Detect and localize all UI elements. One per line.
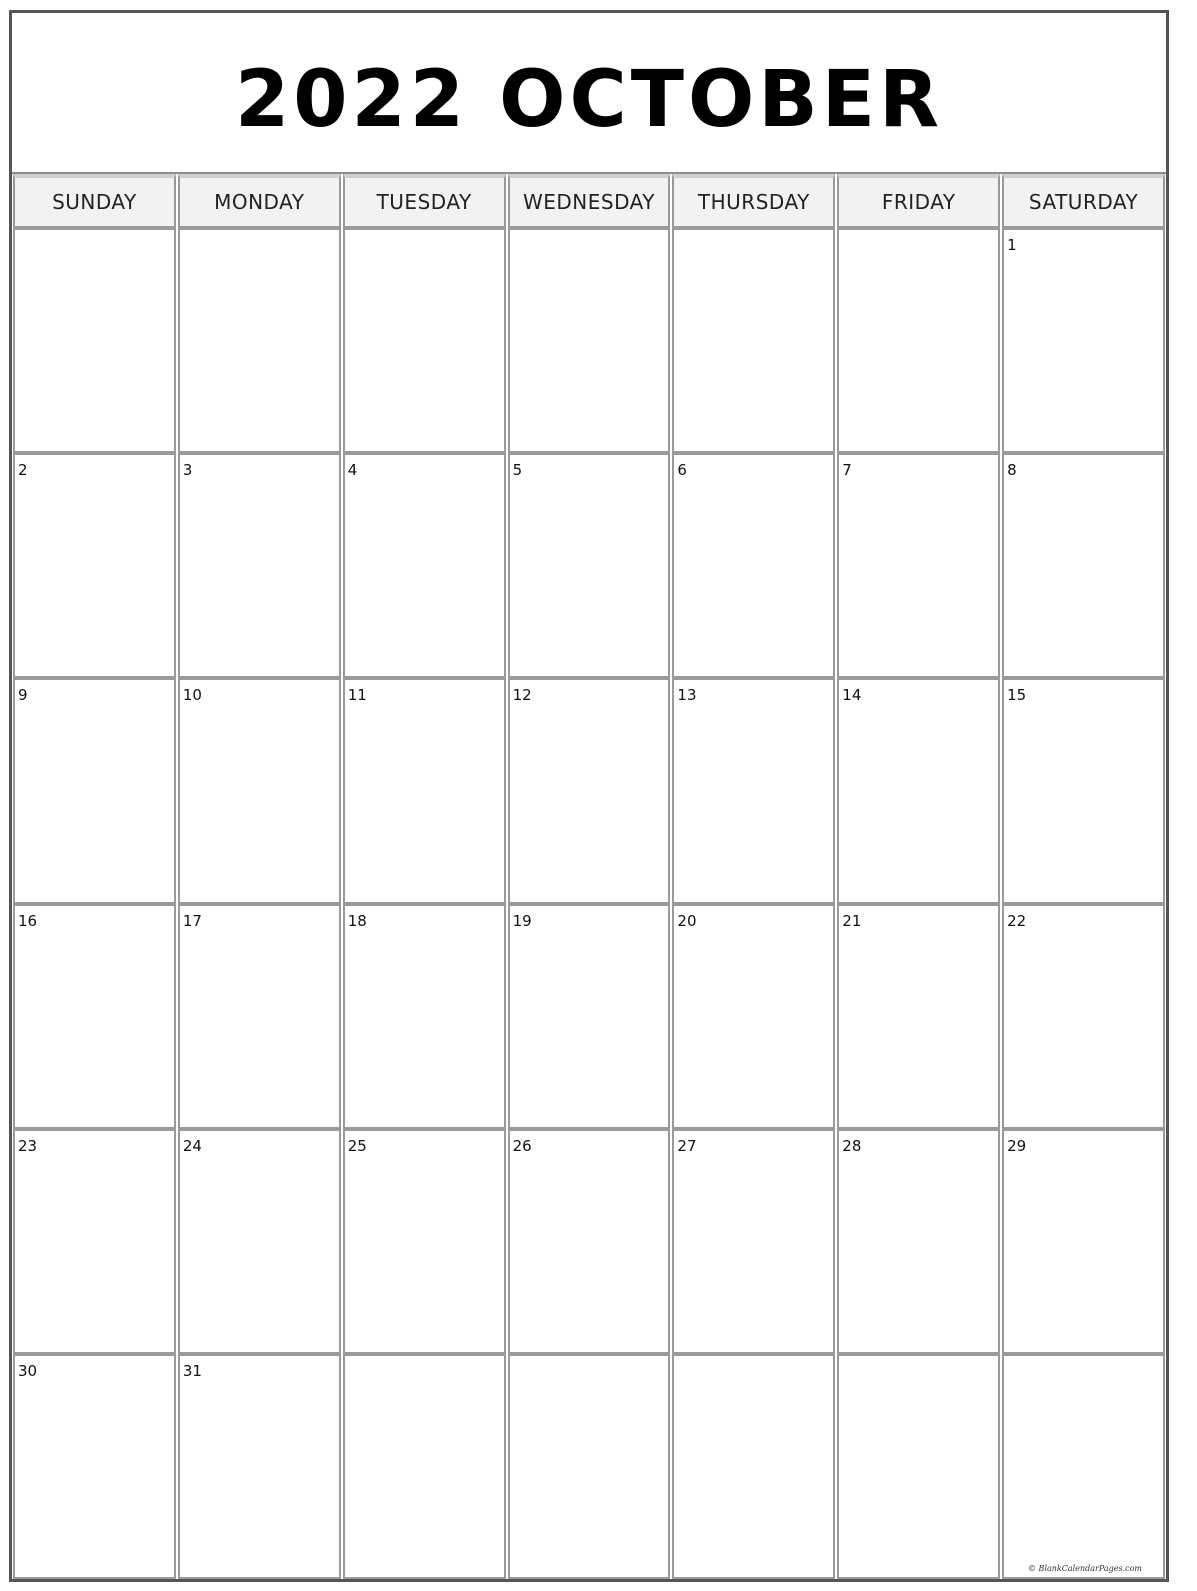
day-number: 12: [512, 686, 532, 705]
day-number: 13: [677, 686, 697, 705]
day-number: 2: [18, 461, 28, 480]
day-number: 9: [18, 686, 28, 705]
day-cell[interactable]: [178, 228, 341, 453]
day-number: 11: [347, 686, 367, 705]
day-cell[interactable]: [1002, 904, 1165, 1129]
weekday-header-thursday: THURSDAY: [672, 174, 835, 228]
day-cell[interactable]: [1002, 228, 1165, 453]
day-number: 25: [347, 1136, 367, 1155]
day-cell[interactable]: [1002, 678, 1165, 903]
title-bar: [12, 13, 1166, 174]
day-cell[interactable]: [178, 678, 341, 903]
day-cell[interactable]: [343, 678, 506, 903]
day-cell[interactable]: [1002, 453, 1165, 678]
day-number: 14: [842, 686, 862, 705]
day-cell[interactable]: [178, 904, 341, 1129]
weekday-header-sunday: SUNDAY: [13, 174, 176, 228]
day-number: 6: [677, 461, 687, 480]
day-cell[interactable]: [343, 228, 506, 453]
calendar-sheet: [9, 10, 1169, 1582]
day-cell[interactable]: [343, 904, 506, 1129]
day-cell[interactable]: [672, 678, 835, 903]
day-cell[interactable]: [837, 904, 1000, 1129]
day-number: 18: [347, 911, 367, 930]
day-cell[interactable]: [1002, 1354, 1165, 1579]
day-number: 19: [512, 911, 532, 930]
day-number: 7: [842, 461, 852, 480]
day-cell[interactable]: [672, 1354, 835, 1579]
day-cell[interactable]: [837, 453, 1000, 678]
day-cell[interactable]: [343, 1129, 506, 1354]
copyright-text: © BlankCalendarPages.com: [1028, 1564, 1142, 1573]
day-number: 30: [18, 1361, 38, 1380]
day-number: 21: [842, 911, 862, 930]
day-cell[interactable]: [508, 228, 671, 453]
day-cell[interactable]: [837, 228, 1000, 453]
day-cell[interactable]: [13, 228, 176, 453]
day-cell[interactable]: [508, 678, 671, 903]
weekday-header-saturday: SATURDAY: [1002, 174, 1165, 228]
day-cell[interactable]: [343, 453, 506, 678]
day-cell[interactable]: [1002, 1129, 1165, 1354]
weekday-header-friday: FRIDAY: [837, 174, 1000, 228]
day-cell[interactable]: [672, 904, 835, 1129]
day-cell[interactable]: [13, 1354, 176, 1579]
day-cell[interactable]: [672, 1129, 835, 1354]
day-number: 31: [182, 1361, 202, 1380]
day-number: 5: [512, 461, 523, 480]
day-number: 29: [1007, 1136, 1027, 1155]
day-number: 15: [1007, 686, 1027, 705]
day-number: 26: [512, 1136, 532, 1155]
day-number: 10: [182, 686, 202, 705]
day-cell[interactable]: [343, 1354, 506, 1579]
day-cell[interactable]: [837, 1354, 1000, 1579]
day-cell[interactable]: [672, 453, 835, 678]
day-number: 1: [1007, 236, 1017, 254]
day-cell[interactable]: [178, 1129, 341, 1354]
day-number: 8: [1007, 461, 1017, 480]
day-cell[interactable]: [178, 1354, 341, 1579]
day-number: 28: [842, 1136, 862, 1155]
day-number: 16: [18, 911, 38, 930]
day-cell[interactable]: [508, 904, 671, 1129]
weekday-header-wednesday: WEDNESDAY: [508, 174, 671, 228]
calendar-grid: [12, 174, 1166, 1579]
day-cell[interactable]: [508, 1129, 671, 1354]
day-cell[interactable]: [13, 678, 176, 903]
day-cell[interactable]: [672, 228, 835, 453]
day-number: 22: [1007, 911, 1027, 930]
day-number: 3: [182, 461, 193, 480]
day-number: 24: [182, 1136, 202, 1155]
day-cell[interactable]: [508, 453, 671, 678]
day-number: 4: [347, 461, 358, 480]
day-cell[interactable]: [13, 904, 176, 1129]
day-cell[interactable]: [13, 453, 176, 678]
day-cell[interactable]: [837, 678, 1000, 903]
day-number: 27: [677, 1136, 697, 1155]
weekday-header-tuesday: TUESDAY: [343, 174, 506, 228]
day-cell[interactable]: [178, 453, 341, 678]
day-number: 23: [18, 1136, 38, 1155]
day-cell[interactable]: [508, 1354, 671, 1579]
day-number: 17: [182, 911, 202, 930]
day-number: 20: [677, 911, 697, 930]
weekday-header-monday: MONDAY: [178, 174, 341, 228]
day-cell[interactable]: [837, 1129, 1000, 1354]
calendar-title: 2022 OCTOBER: [234, 54, 944, 145]
day-cell[interactable]: [13, 1129, 176, 1354]
